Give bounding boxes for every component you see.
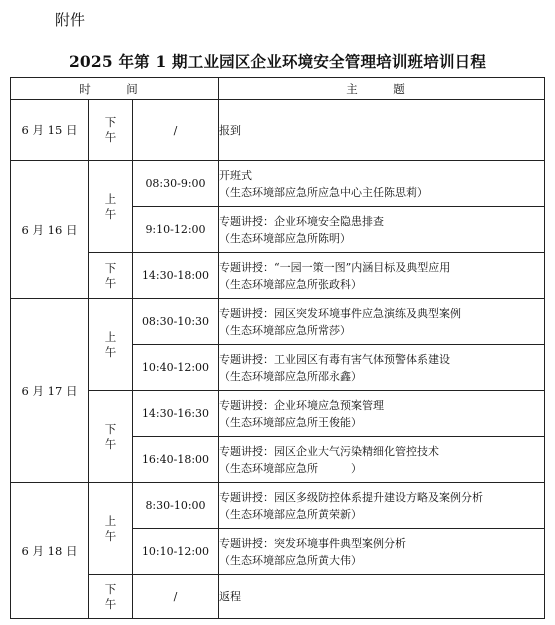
session-topic-cell [219, 207, 545, 253]
half-day-label [89, 100, 133, 161]
session-speaker: （生态环境部应急所黄荣新） [219, 507, 363, 521]
header-time: 时 间 [11, 78, 219, 100]
session-topic-cell [219, 483, 545, 529]
half-day-text: 下午 [104, 581, 117, 611]
half-day-text: 上午 [104, 513, 117, 543]
session-topic: 专题讲授：企业环境应急预案管理 [219, 398, 385, 412]
session-topic-cell [219, 345, 545, 391]
half-day-label [89, 299, 133, 391]
session-topic: 专题讲授：“一园一策一图”内涵目标及典型应用 [219, 260, 451, 274]
schedule-row [11, 575, 545, 619]
session-time: 8:30-10:00 [133, 483, 219, 529]
page-title: 2025 年第 1 期工业园区企业环境安全管理培训班培训日程 [68, 52, 487, 71]
day-date: 6 月 17 日 [11, 299, 89, 483]
session-topic-cell [219, 299, 545, 345]
session-topic: 专题讲授：企业环境安全隐患排查 [219, 214, 385, 228]
session-topic-cell [219, 391, 545, 437]
schedule-table [10, 77, 545, 619]
session-topic: 开班式 [219, 168, 253, 182]
session-speaker: （生态环境部应急所应急中心主任陈思莉） [219, 185, 429, 199]
header-topic: 主 题 [219, 78, 545, 100]
schedule-row [11, 253, 545, 299]
half-day-label [89, 483, 133, 575]
day-date: 6 月 15 日 [11, 100, 89, 161]
half-day-text: 上午 [104, 329, 117, 359]
schedule-row [11, 100, 545, 161]
half-day-label [89, 161, 133, 253]
session-topic: 专题讲授：园区企业大气污染精细化管控技术 [219, 444, 440, 458]
day-date: 6 月 18 日 [11, 483, 89, 619]
session-topic-cell [219, 575, 545, 619]
session-time: 9:10-12:00 [133, 207, 219, 253]
session-time: / [133, 575, 219, 619]
half-day-text: 上午 [104, 191, 117, 221]
half-day-label [89, 575, 133, 619]
session-time: / [133, 100, 219, 161]
session-speaker: （生态环境部应急所 ） [219, 461, 363, 475]
session-time: 10:40-12:00 [133, 345, 219, 391]
session-topic-cell [219, 100, 545, 161]
session-speaker: （生态环境部应急所常莎） [219, 323, 352, 337]
half-day-text: 下午 [104, 421, 117, 451]
session-time: 08:30-9:00 [133, 161, 219, 207]
schedule-row [11, 161, 545, 207]
half-day-label [89, 391, 133, 483]
day-date: 6 月 16 日 [11, 161, 89, 299]
session-topic-cell [219, 529, 545, 575]
schedule-row [11, 299, 545, 345]
session-time: 14:30-18:00 [133, 253, 219, 299]
session-time: 16:40-18:00 [133, 437, 219, 483]
session-topic: 报到 [219, 123, 242, 137]
schedule-row [11, 483, 545, 529]
half-day-text: 下午 [104, 115, 117, 144]
session-topic: 专题讲授：园区突发环境事件应急演练及典型案例 [219, 306, 462, 320]
session-time: 08:30-10:30 [133, 299, 219, 345]
session-time: 10:10-12:00 [133, 529, 219, 575]
session-topic: 专题讲授：突发环境事件典型案例分析 [219, 536, 407, 550]
session-topic: 专题讲授：园区多级防控体系提升建设方略及案例分析 [219, 490, 484, 504]
half-day-text: 下午 [104, 260, 117, 290]
header-row [11, 78, 545, 100]
session-topic-cell [219, 437, 545, 483]
schedule-row [11, 391, 545, 437]
session-speaker: （生态环境部应急所黄大伟） [219, 553, 363, 567]
attachment-label: 附件 [55, 11, 86, 29]
session-topic-cell [219, 161, 545, 207]
session-speaker: （生态环境部应急所邵永鑫） [219, 369, 363, 383]
session-speaker: （生态环境部应急所张政科） [219, 277, 363, 291]
session-speaker: （生态环境部应急所王俊能） [219, 415, 363, 429]
session-topic: 专题讲授：工业园区有毒有害气体预警体系建设 [219, 352, 451, 366]
session-speaker: （生态环境部应急所陈明） [219, 231, 352, 245]
session-time: 14:30-16:30 [133, 391, 219, 437]
session-topic: 返程 [219, 590, 242, 603]
half-day-label [89, 253, 133, 299]
session-topic-cell [219, 253, 545, 299]
